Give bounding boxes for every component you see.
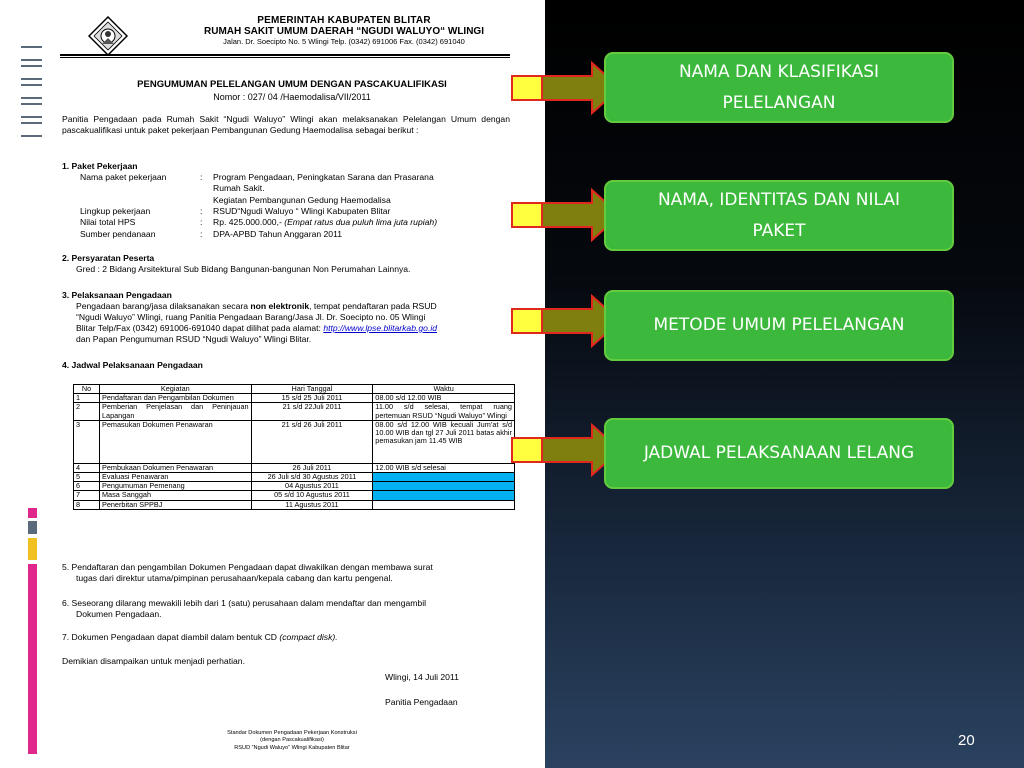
package-name-label: Nama paket pekerjaan [80,172,167,182]
colon: : [200,217,203,227]
document-title: PENGUMUMAN PELELANGAN UMUM DENGAN PASCAKUALIFIKASI [137,79,447,90]
row-number: 5 [74,473,100,482]
item-6-line-1: 6. Seseorang dilarang mewakili lebih dari 1 (satu) perusahaan dalam mendaftar dan mengambil [62,598,427,608]
table-row [74,403,515,420]
row-number: 6 [74,482,100,491]
footer-line-2: (dengan Pascakualifikasi) [260,737,324,744]
time-cell [373,473,515,482]
date-cell: 04 Agustus 2011 [251,482,373,491]
accent-bar-pink [28,564,37,754]
footer-line-1: Standar Dokumen Pengadaan Pekerjaan Konstruksi [227,730,357,736]
activity-cell: Penerbitan SPPBJ [99,500,251,509]
callout-tender-method [604,290,954,361]
callout-package-identity-value [604,180,954,251]
activity-cell: Evaluasi Penawaran [99,473,251,482]
procurement-line-3: Blitar Telp/Fax (0342) 691006-691040 dapat dilihat pada alamat: http://www.lpse.blitarkab.go.id [76,323,438,333]
accent-square-pink [28,508,37,518]
column-header: No [74,385,100,394]
activity-cell: Pemberian Penjelasan dan Peninjauan Lapangan [99,403,251,420]
funding-label: Sumber pendanaan [80,229,156,239]
lpse-link[interactable]: http://www.lpse.blitarkab.go.id [323,323,438,333]
time-cell [373,491,515,500]
procurement-line-1: Pengadaan barang/jasa dilaksanakan secara non elektronik, tempat pendaftaran pada RSUD [76,301,437,311]
schedule-table [73,384,515,510]
letterhead-line-2: RUMAH SAKIT UMUM DAERAH “NGUDI WALUYO“ WLINGI [204,26,484,37]
row-number: 3 [74,420,100,463]
activity-cell: Pengumuman Pemenang [99,482,251,491]
time-cell: 08.00 s/d 12.00 WIB [373,394,515,403]
colon: : [200,206,203,216]
section-3-heading: 3. Pelaksanaan Pengadaan [62,290,172,300]
item-6-line-2: Dokumen Pengadaan. [76,609,162,619]
colon: : [200,172,203,182]
letterhead [154,15,534,46]
time-cell [373,500,515,509]
document-footer [182,730,402,752]
time-cell: 12.00 WIB s/d selesai [373,463,515,472]
activity-cell: Pemasukan Dokumen Penawaran [99,420,251,463]
slide-page-number: 20 [958,732,975,749]
letterhead-line-1: PEMERINTAH KABUPATEN BLITAR [257,15,431,26]
callout-tender-schedule [604,418,954,489]
announcement-document [42,0,545,768]
column-header: Waktu [373,385,515,394]
letterhead-rule-thick [60,54,510,56]
scope-value: RSUD“Ngudi Waluyo “ Wlingi Kabupaten Blitar [213,206,391,216]
activity-cell: Pembukaan Dokumen Penawaran [99,463,251,472]
item-7: 7. Dokumen Pengadaan dapat diambil dalam bentuk CD (compact disk). [62,632,338,642]
letterhead-rule-thin [60,57,510,58]
document-number: Nomor : 027/ 04 /Haemodalisa/VII/2011 [213,92,371,102]
table-row [74,500,515,509]
section-2-heading: 2. Persyaratan Peserta [62,253,155,263]
funding-value: DPA-APBD Tahun Anggaran 2011 [213,229,342,239]
section-1-heading: 1. Paket Pekerjaan [62,161,138,171]
row-number: 7 [74,491,100,500]
table-row [74,420,515,463]
row-number: 8 [74,500,100,509]
signer: Panitia Pengadaan [385,697,458,707]
margin-rule-lines [21,46,43,141]
row-number: 4 [74,463,100,472]
item-5-line-1: 5. Pendaftaran dan pengambilan Dokumen Pengadaan dapat diwakilkan dengan membawa surat [62,562,433,572]
date-cell: 26 Juli s/d 30 Agustus 2011 [251,473,373,482]
row-number: 1 [74,394,100,403]
section-4-heading: 4. Jadwal Pelaksanaan Pengadaan [62,360,203,370]
item-5-line-2: tugas dari direktur utama/pimpinan perusahaan/kepala cabang dan kartu pengenal. [76,573,393,583]
date-cell: 11 Agustus 2011 [251,500,373,509]
date-cell: 26 Juli 2011 [251,463,373,472]
callout-label: JADWAL PELAKSANAAN LELANG [643,443,915,463]
table-row [74,491,515,500]
column-header: Kegiatan [99,385,251,394]
colon: : [200,229,203,239]
callout-label: METODE UMUM PELELANGAN [653,315,905,335]
time-cell: 08.00 s/d 12.00 WIB kecuali Jum’at s/d 10.00 WIB dan tgl 27 Juli 2011 batas akhir pemasukan jam 11.45 WIB [373,420,515,463]
date-cell: 21 s/d 22Juli 2011 [251,403,373,420]
package-name-value: Program Pengadaan, Peningkatan Sarana dan Prasarana [213,172,434,182]
scope-label: Lingkup pekerjaan [80,206,151,216]
date-cell: 21 s/d 26 Juli 2011 [251,420,373,463]
place-date: Wlingi, 14 Juli 2011 [385,672,459,682]
package-name-value-2: Rumah Sakit. [213,183,265,193]
closing-line: Demikian disampaikan untuk menjadi perhatian. [62,656,245,666]
callout-label: NAMA, IDENTITAS DAN NILAI PAKET [657,189,901,241]
participant-requirement: Gred : 2 Bidang Arsitektural Sub Bidang Bangunan-bangunan Non Perumahan Lainnya. [76,264,411,274]
callout-label: NAMA DAN KLASIFIKASI PELELANGAN [678,61,880,113]
callout-package-name-classification [604,52,954,123]
intro-paragraph: Panitia Pengadaan pada Rumah Sakit “Ngudi Waluyo” Wlingi akan melaksanakan Pelelangan Umum dengan pascakualifikasi untuk paket pekerjaan Pembangunan Gedung Haemodalisa sebagai berikut : [62,114,510,135]
activity-cell: Masa Sanggah [99,491,251,500]
letterhead-line-3: Jalan. Dr. Soecipto No. 5 Wlingi Telp. (0342) 691006 Fax. (0342) 691040 [223,37,465,46]
procurement-line-2: “Ngudi Waluyo” Wlingi, ruang Panitia Pengadaan Barang/Jasa Jl. Dr. Soecipto no. 05 Wlingi [76,312,426,322]
accent-square-yellow [28,538,37,560]
accent-square-gray [28,521,37,534]
procurement-line-4: dan Papan Pengumuman RSUD “Ngudi Waluyo” Wlingi Blitar. [76,334,312,344]
time-cell [373,482,515,491]
hps-label: Nilai total HPS [80,217,136,227]
hps-value: Rp. 425.000.000,- (Empat ratus dua puluh lima juta rupiah) [213,217,438,227]
activity-cell: Pendaftaran dan Pengambilan Dokumen [99,394,251,403]
footer-line-3: RSUD “Ngudi Waluyo” Wlingi Kabupaten Blitar [234,744,350,751]
time-cell: 11.00 s/d selesai, tempat ruang pertemuan RSUD “Ngudi Waluyo” Wlingi [373,403,515,420]
date-cell: 05 s/d 10 Agustus 2011 [251,491,373,500]
row-number: 2 [74,403,100,420]
column-header: Hari Tanggal [251,385,373,394]
date-cell: 15 s/d 25 Juli 2011 [251,394,373,403]
package-name-value-3: Kegiatan Pembangunan Gedung Haemodalisa [213,195,391,205]
regency-emblem-icon [88,16,128,56]
